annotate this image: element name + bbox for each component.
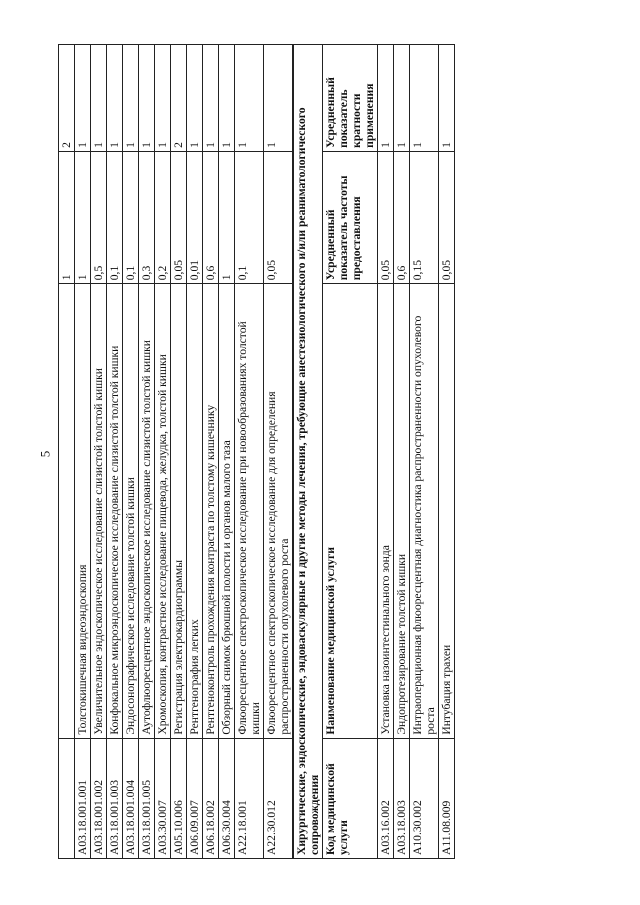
service-name: Флюоресцентное спектроскопическое исследование при новообразованиях толстой кишки xyxy=(235,284,264,738)
page-number: 5 xyxy=(37,450,53,458)
service-name: Хромоскопия, контрастное исследование пищевода, желудка, толстой кишки xyxy=(155,284,171,738)
multiplicity-value: 1 xyxy=(139,45,155,152)
service-name: Рентгеноконтроль прохождения контраста по толстому кишечнику xyxy=(203,284,219,738)
section-title-row xyxy=(293,45,323,859)
frequency-value: 0,01 xyxy=(187,151,203,283)
service-code: A22.30.012 xyxy=(264,738,294,858)
frequency-value: 0,05 xyxy=(378,151,394,283)
service-code: A06.18.002 xyxy=(203,738,219,858)
frequency-value: 0,2 xyxy=(155,151,171,283)
table-row xyxy=(155,45,171,859)
multiplicity-value: 1 xyxy=(203,45,219,152)
column-number-cell: 1 xyxy=(59,151,75,283)
table-row xyxy=(439,45,455,859)
multiplicity-value: 1 xyxy=(187,45,203,152)
column-number-row xyxy=(59,45,75,859)
table-row xyxy=(219,45,235,859)
service-code: A03.30.007 xyxy=(155,738,171,858)
multiplicity-value: 1 xyxy=(378,45,394,152)
frequency-value: 0,15 xyxy=(410,151,439,283)
service-name: Увеличительное эндоскопическое исследование слизистой толстой кишки xyxy=(91,284,107,738)
multiplicity-value: 1 xyxy=(394,45,410,152)
multiplicity-value: 1 xyxy=(410,45,439,152)
table-row xyxy=(107,45,123,859)
multiplicity-value: 1 xyxy=(235,45,264,152)
service-name: Интубация трахеи xyxy=(439,284,455,738)
table-header-row xyxy=(323,45,378,859)
multiplicity-value: 1 xyxy=(107,45,123,152)
service-code: A03.18.003 xyxy=(394,738,410,858)
header-multiplicity: Усредненный показатель кратности применения xyxy=(323,45,378,152)
service-code: A06.30.004 xyxy=(219,738,235,858)
service-name: Обзорный снимок брюшной полости и органов малого таза xyxy=(219,284,235,738)
service-code: A03.18.001.002 xyxy=(91,738,107,858)
service-code: A10.30.002 xyxy=(410,738,439,858)
multiplicity-value: 1 xyxy=(155,45,171,152)
table-row xyxy=(378,45,394,859)
table-row xyxy=(123,45,139,859)
multiplicity-value: 1 xyxy=(219,45,235,152)
service-code: A06.09.007 xyxy=(187,738,203,858)
section-title: Хирургические, эндоскопические, эндоваскулярные и другие методы лечения, требующие анестезиологического и/или реаниматологического сопровождения xyxy=(293,45,323,859)
service-name: Регистрация электрокардиограммы xyxy=(171,284,187,738)
table-row xyxy=(394,45,410,859)
frequency-value: 0,1 xyxy=(107,151,123,283)
header-code: Код медицинской услуги xyxy=(323,738,378,858)
rotated-page xyxy=(58,44,499,859)
table-row xyxy=(410,45,439,859)
frequency-value: 0,6 xyxy=(203,151,219,283)
frequency-value: 0,6 xyxy=(394,151,410,283)
service-name: Аутофлюоресцентное эндоскопическое исследование слизистой толстой кишки xyxy=(139,284,155,738)
service-name: Эндопротезирование толстой кишки xyxy=(394,284,410,738)
service-code: A05.10.006 xyxy=(171,738,187,858)
service-name: Флюоресцентное спектроскопическое исследование для определения распространенности опухолевого роста xyxy=(264,284,294,738)
multiplicity-value: 1 xyxy=(91,45,107,152)
table-row xyxy=(203,45,219,859)
service-name: Интраоперационная флюоресцентная диагностика распространенности опухолевого роста xyxy=(410,284,439,738)
service-name: Установка назоинтестинального зонда xyxy=(378,284,394,738)
service-code: A11.08.009 xyxy=(439,738,455,858)
service-code: A03.18.001.001 xyxy=(75,738,91,858)
frequency-value: 0,1 xyxy=(235,151,264,283)
frequency-value: 0,05 xyxy=(264,151,294,283)
service-code: A22.18.001 xyxy=(235,738,264,858)
frequency-value: 0,1 xyxy=(123,151,139,283)
service-name: Рентгенография легких xyxy=(187,284,203,738)
services-table xyxy=(58,44,455,859)
frequency-value: 0,5 xyxy=(91,151,107,283)
multiplicity-value: 2 xyxy=(171,45,187,152)
header-frequency: Усредненный показатель частоты предоставления xyxy=(323,151,378,283)
table-row xyxy=(235,45,264,859)
service-name: Конфокальное микроэндоскопическое исследование слизистой толстой кишки xyxy=(107,284,123,738)
frequency-value: 0,05 xyxy=(439,151,455,283)
service-code: A03.18.001.005 xyxy=(139,738,155,858)
service-name: Толстокишечная видеоэндоскопия xyxy=(75,284,91,738)
multiplicity-value: 1 xyxy=(439,45,455,152)
column-number-cell: 2 xyxy=(59,45,75,152)
service-name: Эндосонографическое исследование толстой кишки xyxy=(123,284,139,738)
table-row xyxy=(139,45,155,859)
frequency-value: 1 xyxy=(75,151,91,283)
frequency-value: 0,05 xyxy=(171,151,187,283)
table-row xyxy=(171,45,187,859)
multiplicity-value: 1 xyxy=(123,45,139,152)
frequency-value: 1 xyxy=(219,151,235,283)
multiplicity-value: 1 xyxy=(75,45,91,152)
service-code: A03.16.002 xyxy=(378,738,394,858)
table-row xyxy=(187,45,203,859)
table-row xyxy=(264,45,294,859)
header-name: Наименование медицинской услуги xyxy=(323,284,378,738)
service-code: A03.18.001.004 xyxy=(123,738,139,858)
table-row xyxy=(75,45,91,859)
service-code: A03.18.001.003 xyxy=(107,738,123,858)
column-number-cell xyxy=(59,738,75,858)
multiplicity-value: 1 xyxy=(264,45,294,152)
table-row xyxy=(91,45,107,859)
column-number-cell xyxy=(59,284,75,738)
frequency-value: 0,3 xyxy=(139,151,155,283)
